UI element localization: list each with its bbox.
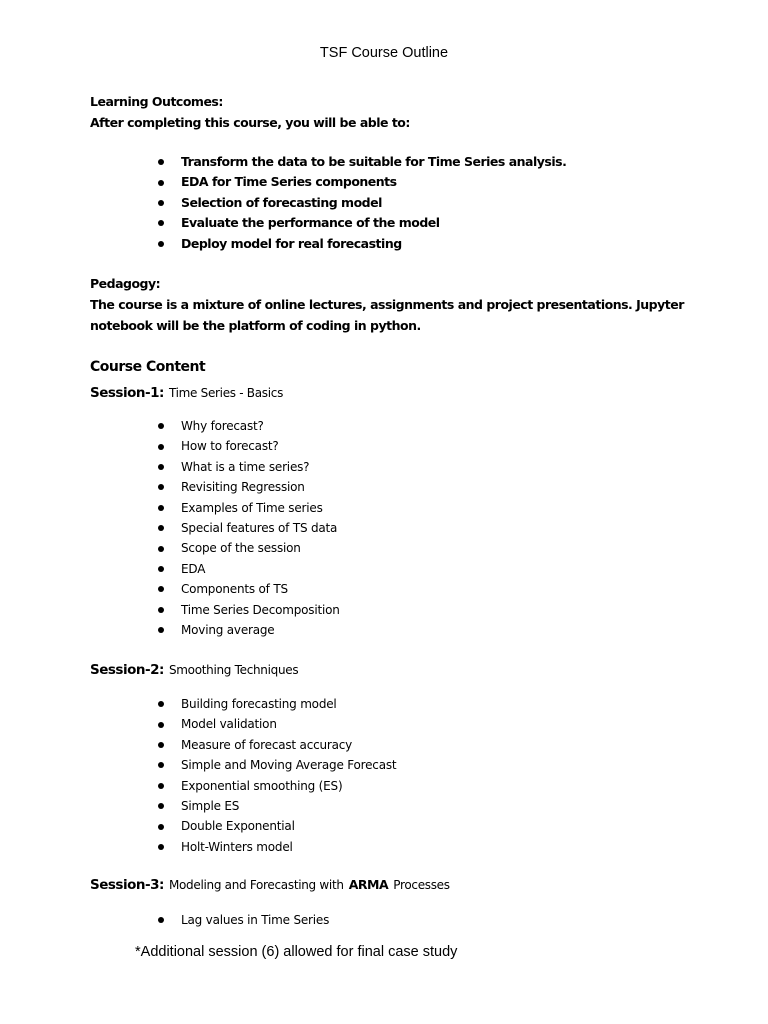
list-item: Selection of forecasting model [158, 193, 566, 213]
session-name-suffix: Processes [393, 878, 450, 892]
pedagogy-text: The course is a mixture of online lectures, assignments and project presentations. Jupyter notebook will be the platform of coding in python. [90, 297, 684, 333]
bullet-icon [158, 200, 164, 206]
session-2-heading [90, 659, 298, 678]
list-item: Lag values in Time Series [158, 910, 329, 930]
bullet-icon [158, 241, 164, 247]
bullet-icon [158, 505, 164, 511]
list-item: How to forecast? [158, 436, 340, 456]
bullet-icon [158, 464, 164, 470]
list-item: EDA for Time Series components [158, 172, 566, 192]
session-label: Session-3: [90, 877, 164, 893]
document-title: TSF Course Outline [319, 45, 449, 61]
list-item: Double Exponential [158, 816, 396, 836]
session-1-heading [90, 382, 283, 401]
bullet-icon [158, 484, 164, 490]
list-item: Moving average [158, 620, 340, 640]
session-name: Time Series - Basics [168, 386, 284, 400]
footnote: *Additional session (6) allowed for final case study [135, 944, 458, 960]
bullet-icon [158, 844, 164, 850]
learning-outcomes-list [158, 152, 566, 254]
learning-outcomes-intro: After completing this course, you will be able to: [90, 115, 410, 130]
list-item: Simple and Moving Average Forecast [158, 755, 396, 775]
course-content-heading: Course Content [90, 359, 206, 375]
list-item: EDA [158, 559, 340, 579]
bullet-icon [158, 566, 164, 572]
bullet-icon [158, 917, 164, 923]
learning-outcomes-heading: Learning Outcomes: [90, 94, 223, 109]
bullet-icon [158, 627, 164, 633]
session-label: Session-1: [90, 385, 164, 401]
bullet-icon [158, 824, 164, 830]
list-item: Transform the data to be suitable for Time Series analysis. [158, 152, 566, 172]
list-item: Simple ES [158, 796, 396, 816]
bullet-icon [158, 444, 164, 450]
bullet-icon [158, 803, 164, 809]
session-name-emphasis: ARMA [348, 877, 389, 892]
bullet-icon [158, 722, 164, 728]
bullet-icon [158, 180, 164, 186]
bullet-icon [158, 701, 164, 707]
list-item: Examples of Time series [158, 498, 340, 518]
list-item: Exponential smoothing (ES) [158, 776, 396, 796]
session-name: Smoothing Techniques [168, 663, 299, 677]
list-item: Deploy model for real forecasting [158, 234, 566, 254]
session-name-prefix: Modeling and Forecasting with [168, 878, 344, 892]
session-1-topics [158, 416, 340, 640]
list-item: Components of TS [158, 579, 340, 599]
list-item: Holt-Winters model [158, 837, 396, 857]
list-item: Revisiting Regression [158, 477, 340, 497]
list-item: Building forecasting model [158, 694, 396, 714]
bullet-icon [158, 423, 164, 429]
bullet-icon [158, 586, 164, 592]
list-item: Measure of forecast accuracy [158, 735, 396, 755]
list-item: Evaluate the performance of the model [158, 213, 566, 233]
bullet-icon [158, 220, 164, 226]
list-item: Time Series Decomposition [158, 600, 340, 620]
bullet-icon [158, 742, 164, 748]
list-item: Special features of TS data [158, 518, 340, 538]
list-item: Model validation [158, 714, 396, 734]
bullet-icon [158, 159, 164, 165]
session-3-topics [158, 910, 329, 930]
session-label: Session-2: [90, 662, 164, 678]
bullet-icon [158, 607, 164, 613]
session-3-heading [90, 874, 450, 893]
bullet-icon [158, 546, 164, 552]
list-item: Scope of the session [158, 538, 340, 558]
list-item: Why forecast? [158, 416, 340, 436]
list-item: What is a time series? [158, 457, 340, 477]
pedagogy-heading: Pedagogy: [90, 276, 161, 291]
bullet-icon [158, 762, 164, 768]
bullet-icon [158, 525, 164, 531]
session-2-topics [158, 694, 396, 857]
bullet-icon [158, 783, 164, 789]
